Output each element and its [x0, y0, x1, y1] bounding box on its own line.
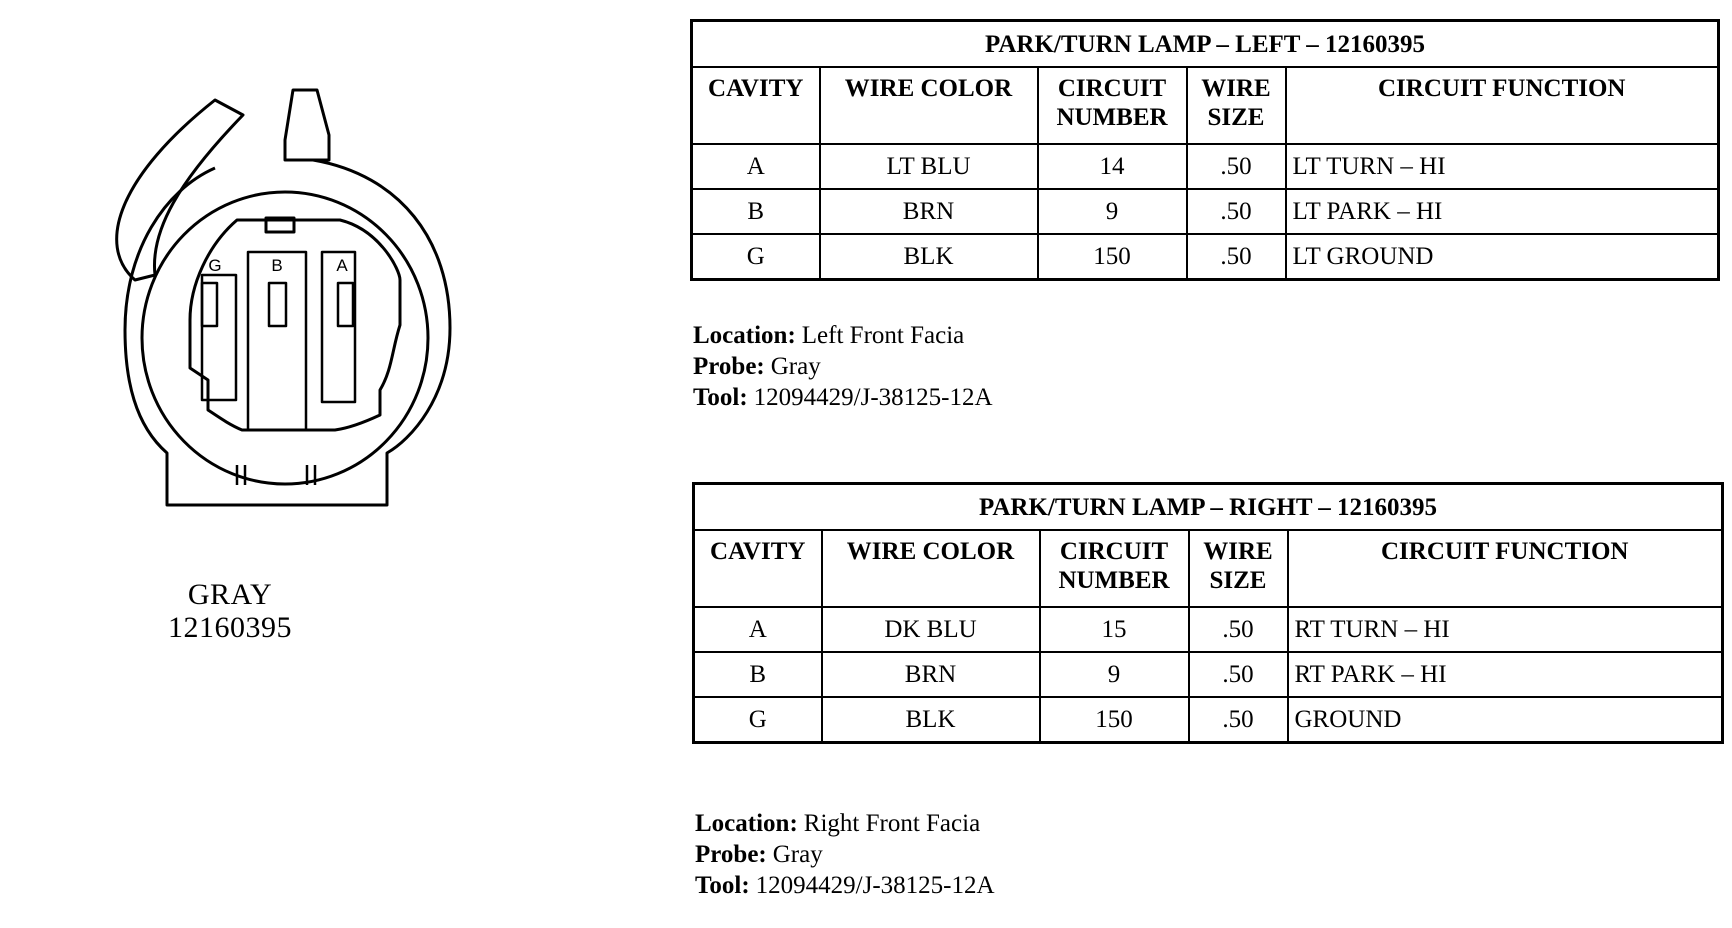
- cell-size: .50: [1187, 234, 1286, 280]
- connector-diagram: [80, 80, 500, 680]
- connector-color-label: GRAY: [187, 578, 273, 611]
- location-line: Location: Right Front Facia: [695, 810, 981, 837]
- cell-circuit: 15: [1040, 607, 1189, 652]
- table-row: [694, 652, 1723, 697]
- header-wire-color: WIRE COLOR: [820, 67, 1038, 144]
- probe-line: Probe: Gray: [693, 353, 821, 380]
- tool-line: Tool: 12094429/J-38125-12A: [693, 384, 993, 411]
- cell-circuit: 14: [1038, 144, 1187, 189]
- header-circuit-number: CIRCUIT NUMBER: [1038, 67, 1187, 144]
- table-row: [692, 144, 1719, 189]
- left-lamp-info: [693, 320, 993, 413]
- cell-wire-color: BRN: [822, 652, 1040, 697]
- cell-cavity: A: [692, 144, 820, 189]
- cell-circuit: 150: [1038, 234, 1187, 280]
- cell-function: LT PARK – HI: [1286, 189, 1719, 234]
- table-row: [692, 234, 1719, 280]
- cell-wire-color: LT BLU: [820, 144, 1038, 189]
- cell-function: RT PARK – HI: [1288, 652, 1723, 697]
- table-row: [694, 607, 1723, 652]
- pin-label-g: G: [208, 256, 222, 275]
- pin-label-b: B: [271, 256, 283, 275]
- header-wire-color: WIRE COLOR: [822, 530, 1040, 607]
- left-lamp-pinout-table: [690, 19, 1720, 281]
- pin-label-a: A: [336, 256, 348, 275]
- connector-face-drawing: [80, 80, 500, 580]
- header-wire-size: WIRE SIZE: [1187, 67, 1286, 144]
- cell-cavity: B: [694, 652, 822, 697]
- cell-function: RT TURN – HI: [1288, 607, 1723, 652]
- cell-cavity: G: [692, 234, 820, 280]
- cell-size: .50: [1189, 607, 1288, 652]
- table-title: PARK/TURN LAMP – RIGHT – 12160395: [694, 484, 1723, 531]
- cell-function: LT GROUND: [1286, 234, 1719, 280]
- probe-line: Probe: Gray: [695, 841, 823, 868]
- right-lamp-info: [695, 808, 995, 901]
- cell-size: .50: [1189, 652, 1288, 697]
- header-cavity: CAVITY: [692, 67, 820, 144]
- cell-wire-color: BLK: [822, 697, 1040, 743]
- cell-circuit: 9: [1040, 652, 1189, 697]
- cell-size: .50: [1187, 189, 1286, 234]
- right-lamp-pinout-table: [692, 482, 1724, 744]
- table-row: [694, 697, 1723, 743]
- cell-function: LT TURN – HI: [1286, 144, 1719, 189]
- cell-wire-color: DK BLU: [822, 607, 1040, 652]
- cell-circuit: 9: [1038, 189, 1187, 234]
- table-title: PARK/TURN LAMP – LEFT – 12160395: [692, 21, 1719, 68]
- header-circuit-number: CIRCUIT NUMBER: [1040, 530, 1189, 607]
- location-line: Location: Left Front Facia: [693, 322, 965, 349]
- header-wire-size: WIRE SIZE: [1189, 530, 1288, 607]
- table-row: [692, 189, 1719, 234]
- cell-cavity: A: [694, 607, 822, 652]
- header-circuit-function: CIRCUIT FUNCTION: [1286, 67, 1719, 144]
- cell-circuit: 150: [1040, 697, 1189, 743]
- cell-wire-color: BRN: [820, 189, 1038, 234]
- cell-wire-color: BLK: [820, 234, 1038, 280]
- cell-size: .50: [1187, 144, 1286, 189]
- cell-function: GROUND: [1288, 697, 1723, 743]
- cell-cavity: B: [692, 189, 820, 234]
- connector-part-number: 12160395: [168, 611, 292, 644]
- tool-line: Tool: 12094429/J-38125-12A: [695, 872, 995, 899]
- header-circuit-function: CIRCUIT FUNCTION: [1288, 530, 1723, 607]
- cell-size: .50: [1189, 697, 1288, 743]
- header-cavity: CAVITY: [694, 530, 822, 607]
- cell-cavity: G: [694, 697, 822, 743]
